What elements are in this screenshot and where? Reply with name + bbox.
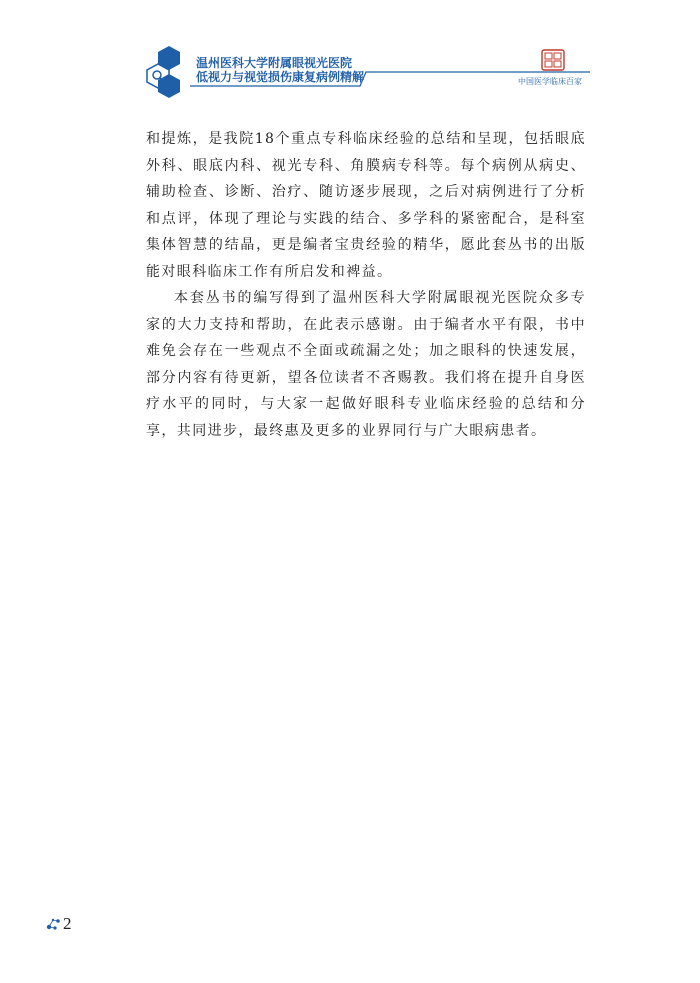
page-header: [0, 0, 700, 110]
molecule-icon: [46, 917, 62, 931]
seal-logo-icon: [541, 49, 565, 71]
book-title-line1: 温州医科大学附属眼视光医院: [196, 56, 353, 70]
hexagon-logo-icon: [146, 44, 192, 98]
book-title-line2: 低视力与视觉损伤康复病例精解: [196, 70, 365, 84]
paragraph-1: 和提炼，是我院18个重点专科临床经验的总结和呈现，包括眼底外科、眼底内科、视光专科、角膜病专科等。每个病例从病史、辅助检查、诊断、治疗、随访逐步展现，之后对病例进行了分析和点评，体现了理论与实践的结合、多学科的紧密配合，是科室集体智慧的结晶，更是编者宝贵经验的精华，愿此套丛书的出版能对眼科临床工作有所启发和裨益。: [146, 131, 586, 280]
series-name: 中国医学临床百家: [518, 77, 582, 86]
paragraph-2: 本套丛书的编写得到了温州医科大学附属眼视光医院众多专家的大力支持和帮助，在此表示感谢。由于编者水平有限，书中难免会存在一些观点不全面或疏漏之处；加之眼科的快速发展，部分内容有待更新，望各位读者不吝赐教。我们将在提升自身医疗水平的同时，与大家一起做好眼科专业临床经验的总结和分享，共同进步，最终惠及更多的业界同行与广大眼病患者。: [146, 290, 586, 439]
page-footer: [46, 914, 72, 934]
page-number: 2: [63, 914, 72, 933]
body-text: [146, 126, 586, 444]
